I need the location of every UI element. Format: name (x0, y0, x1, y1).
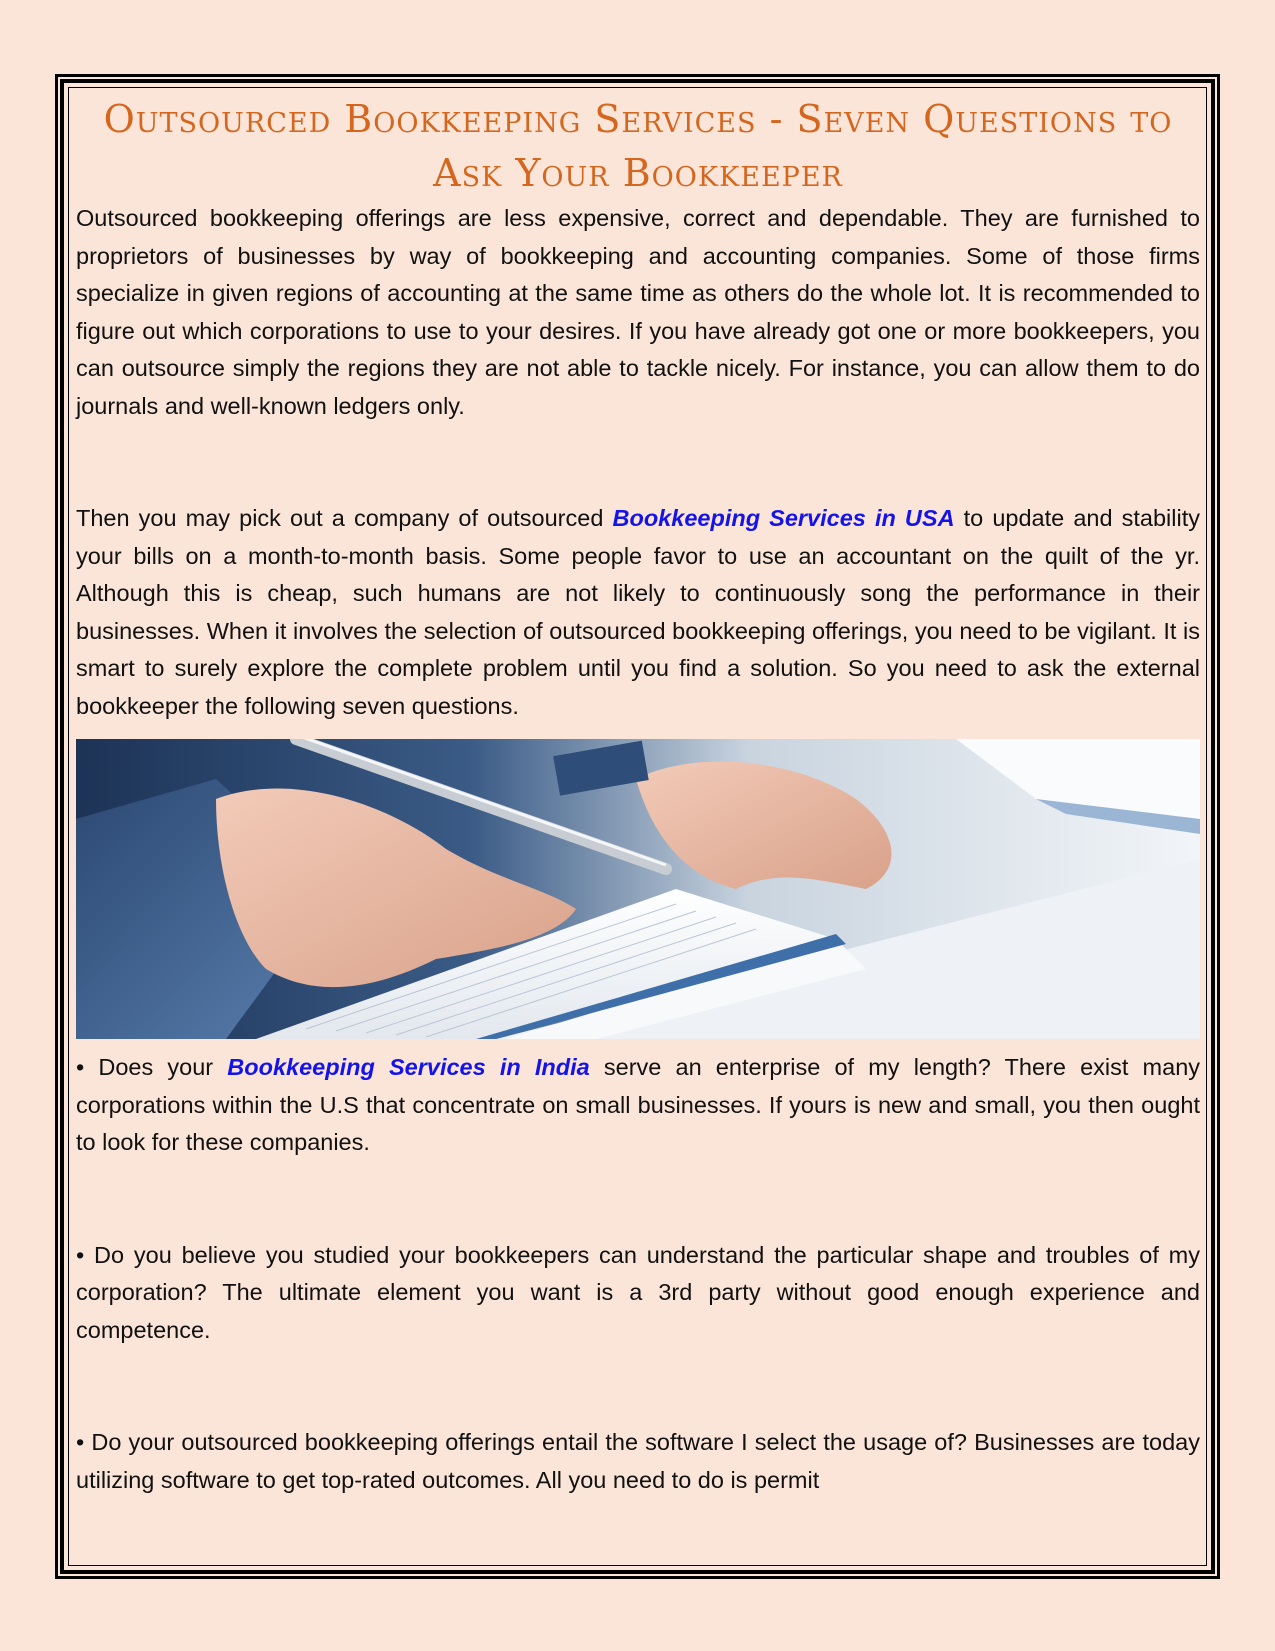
bullet-understand: • Do you believe you studied your bookkeepers can understand the particular shape and troubles of my corporation? The ultimate element you want is a 3rd party without good enough experience and competence. (76, 1241, 1200, 1343)
bullet-software: • Do your outsourced bookkeeping offerings entail the software I select the usage of? Businesses are today utilizing software to get top-rated outcomes. All you need to do is permit (76, 1429, 1200, 1493)
link-bookkeeping-india[interactable]: Bookkeeping Services in India (227, 1054, 590, 1080)
text-run: to update and stability your bills on a month-to-month basis. Some people favor to use an accountant on the quilt of the yr. Although this is cheap, such humans are not likely to continuously song the performance in their businesses. When it involves the selection of outsourced bookkeeping offerings, you need to be vigilant. It is smart to surely explore the complete problem until you find a solution. So you need to ask the external bookkeeper the following seven questions. (76, 505, 1200, 719)
text-run: • Does your (76, 1054, 228, 1080)
spacer (76, 1162, 1200, 1237)
link-bookkeeping-usa[interactable]: Bookkeeping Services in USA (612, 505, 955, 531)
text-run: serve an enterprise of my length? There exist many corporations within the U.S that concentrate on small businesses. If yours is new and small, you then ought to look for these companies. (76, 1054, 1201, 1155)
document-body (76, 92, 1200, 1499)
text-run: Then you may pick out a company of outsourced (76, 505, 613, 531)
paragraph-intro: Outsourced bookkeeping offerings are less expensive, correct and dependable. They are furnished to proprietors of businesses by way of bookkeeping and accounting companies. Some of those firms specialize in given regions of accounting at the same time as others do the whole lot. It is recommended to figure out which corporations to use to your desires. If you have already got one or more bookkeepers, you can outsource simply the regions they are not able to tackle nicely. For instance, you can allow them to do journals and well-known ledgers only. (76, 205, 1200, 419)
spacer (76, 425, 1200, 500)
spacer (76, 1349, 1200, 1424)
bullet-india (76, 1049, 1200, 1162)
photo-hands-writing-notebook (76, 739, 1200, 1039)
page-title: Outsourced Bookkeeping Services - Seven Questions to Ask Your Bookkeeper (103, 97, 1173, 195)
paragraph-usa (76, 500, 1200, 725)
